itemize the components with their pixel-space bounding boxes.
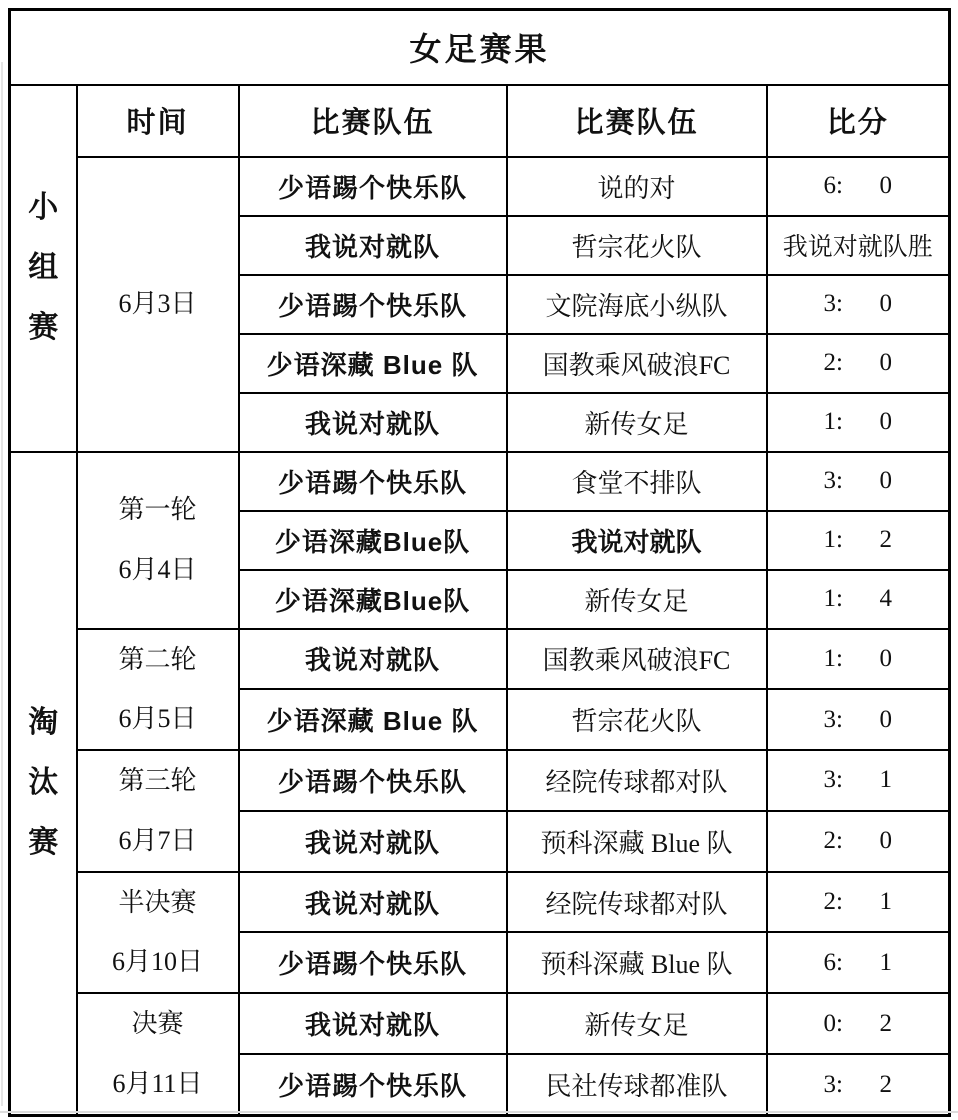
match-row bbox=[10, 872, 950, 933]
time-cell bbox=[77, 157, 239, 452]
time-cell bbox=[77, 993, 239, 1115]
team2-cell: 文院海底小纵队 bbox=[507, 275, 767, 334]
score-cell: 2: 0 bbox=[767, 811, 950, 872]
team1-cell: 少语深藏Blue队 bbox=[239, 511, 507, 570]
section-label-stack bbox=[11, 193, 76, 343]
date-text: 6月5日 bbox=[118, 704, 197, 734]
team1-cell: 少语踢个快乐队 bbox=[239, 157, 507, 216]
section-char: 组 bbox=[28, 251, 59, 284]
team2-cell: 食堂不排队 bbox=[507, 452, 767, 511]
team2-cell: 国教乘风破浪FC bbox=[507, 334, 767, 393]
score-cell: 1: 4 bbox=[767, 570, 950, 629]
score-cell: 0: 2 bbox=[767, 993, 950, 1054]
section-label-stack bbox=[11, 708, 76, 858]
team2-cell: 预科深藏 Blue 队 bbox=[507, 811, 767, 872]
team1-cell: 我说对就队 bbox=[239, 629, 507, 690]
scan-artifact-line bbox=[1, 62, 3, 1106]
team2-cell: 新传女足 bbox=[507, 570, 767, 629]
team2-cell: 说的对 bbox=[507, 157, 767, 216]
date-text: 6月11日 bbox=[112, 1069, 203, 1099]
team2-cell: 经院传球都对队 bbox=[507, 750, 767, 811]
match-row bbox=[10, 993, 950, 1054]
round-text: 第二轮 bbox=[118, 644, 197, 674]
score-cell: 1: 2 bbox=[767, 511, 950, 570]
time-cell bbox=[77, 629, 239, 751]
team1-cell: 少语踢个快乐队 bbox=[239, 1054, 507, 1115]
match-row bbox=[10, 750, 950, 811]
match-row bbox=[10, 157, 950, 216]
team2-cell: 哲宗花火队 bbox=[507, 216, 767, 275]
score-cell: 1: 0 bbox=[767, 629, 950, 690]
section-label-knockout-stage bbox=[10, 452, 77, 1116]
score-cell: 3: 0 bbox=[767, 689, 950, 750]
round-text: 半决赛 bbox=[118, 887, 197, 917]
title-row bbox=[10, 10, 950, 85]
scan-artifact-line bbox=[0, 1111, 958, 1113]
column-header-time: 时间 bbox=[77, 85, 239, 157]
score-cell: 3: 2 bbox=[767, 1054, 950, 1115]
column-header-score: 比分 bbox=[767, 85, 950, 157]
team2-cell: 经院传球都对队 bbox=[507, 872, 767, 933]
team2-cell: 新传女足 bbox=[507, 393, 767, 452]
team1-cell: 我说对就队 bbox=[239, 393, 507, 452]
score-cell: 6: 0 bbox=[767, 157, 950, 216]
score-cell: 我说对就队胜 bbox=[767, 216, 950, 275]
team2-cell: 哲宗花火队 bbox=[507, 689, 767, 750]
section-char: 小 bbox=[28, 191, 59, 224]
team2-cell: 预科深藏 Blue 队 bbox=[507, 932, 767, 993]
team1-cell: 我说对就队 bbox=[239, 872, 507, 933]
team2-cell: 国教乘风破浪FC bbox=[507, 629, 767, 690]
round-text: 决赛 bbox=[131, 1009, 184, 1039]
team1-cell: 少语深藏 Blue 队 bbox=[239, 689, 507, 750]
score-cell: 1: 0 bbox=[767, 393, 950, 452]
section-label-group-stage bbox=[10, 85, 77, 452]
time-cell bbox=[77, 872, 239, 994]
date-text: 6月7日 bbox=[118, 825, 197, 855]
score-cell: 6: 1 bbox=[767, 932, 950, 993]
section-char: 淘 bbox=[28, 706, 59, 740]
section-char: 赛 bbox=[28, 311, 59, 344]
score-cell: 3: 0 bbox=[767, 452, 950, 511]
match-row bbox=[10, 452, 950, 511]
round-text: 第三轮 bbox=[118, 766, 197, 796]
match-row bbox=[10, 629, 950, 690]
score-cell: 3: 1 bbox=[767, 750, 950, 811]
table-title: 女足赛果 bbox=[10, 10, 950, 85]
team1-cell: 我说对就队 bbox=[239, 993, 507, 1054]
team2-cell: 民社传球都准队 bbox=[507, 1054, 767, 1115]
score-cell: 2: 1 bbox=[767, 872, 950, 933]
date-text: 6月10日 bbox=[111, 947, 203, 977]
time-cell bbox=[77, 452, 239, 629]
section-char: 汰 bbox=[28, 766, 59, 800]
column-header-team2: 比赛队伍 bbox=[507, 85, 767, 157]
date-text: 6月4日 bbox=[118, 555, 197, 584]
team1-cell: 少语踢个快乐队 bbox=[239, 452, 507, 511]
team2-cell: 我说对就队 bbox=[507, 511, 767, 570]
team1-cell: 少语深藏Blue队 bbox=[239, 570, 507, 629]
round-text: 第一轮 bbox=[118, 495, 197, 525]
results-table bbox=[8, 8, 951, 1117]
team1-cell: 少语踢个快乐队 bbox=[239, 275, 507, 334]
column-header-team1: 比赛队伍 bbox=[239, 85, 507, 157]
team1-cell: 少语深藏 Blue 队 bbox=[239, 334, 507, 393]
score-cell: 2: 0 bbox=[767, 334, 950, 393]
section-char: 赛 bbox=[28, 826, 59, 860]
team1-cell: 少语踢个快乐队 bbox=[239, 932, 507, 993]
team1-cell: 我说对就队 bbox=[239, 216, 507, 275]
team1-cell: 我说对就队 bbox=[239, 811, 507, 872]
team2-cell: 新传女足 bbox=[507, 993, 767, 1054]
header-row bbox=[10, 85, 950, 157]
time-cell bbox=[77, 750, 239, 872]
team1-cell: 少语踢个快乐队 bbox=[239, 750, 507, 811]
time-text: 6月3日 bbox=[118, 289, 197, 319]
score-cell: 3: 0 bbox=[767, 275, 950, 334]
